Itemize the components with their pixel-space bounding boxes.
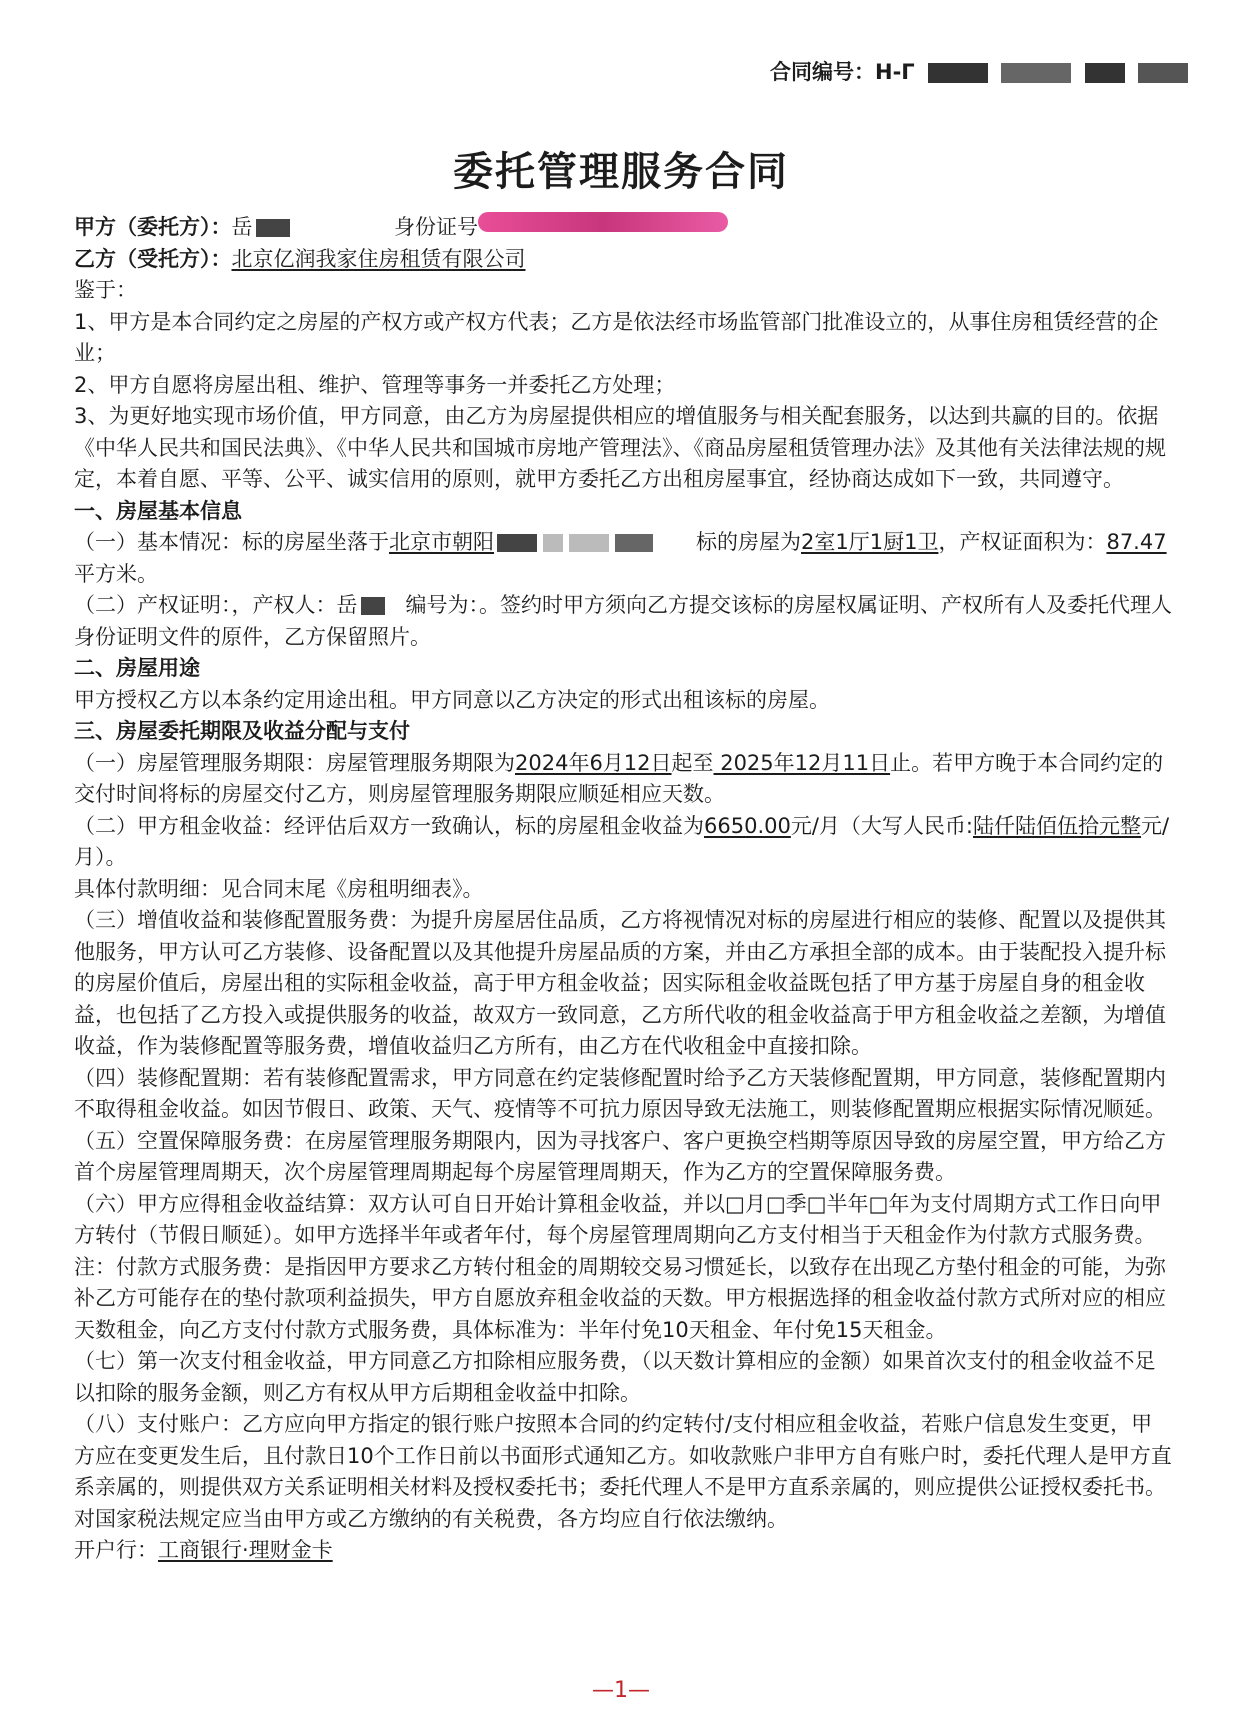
term-mid: 起至	[671, 750, 714, 775]
section-2-text: 甲方授权乙方以本条约定用途出租。甲方同意以乙方决定的形式出租该标的房屋。	[74, 687, 830, 712]
party-a-row	[74, 212, 1172, 244]
section-1-heading: 一、房屋基本信息	[74, 498, 242, 523]
area-unit: 平方米。	[74, 561, 158, 586]
title-owner: 岳	[336, 593, 358, 617]
bank-line	[74, 1535, 1172, 1567]
whereas-item-2: 2、甲方自愿将房屋出租、维护、管理等事务一并委托乙方处理；	[74, 372, 676, 397]
rent-paragraph	[74, 811, 1172, 874]
term-prefix: （一）房屋管理服务期限：房屋管理服务期限为	[74, 750, 515, 775]
contract-body	[74, 212, 1172, 1567]
rent-prefix: （二）甲方租金收益：经评估后双方一致确认，标的房屋租金收益为	[74, 813, 704, 838]
redaction-mark	[1138, 63, 1188, 83]
renovation-paragraph: （四）装修配置期：若有装修配置需求，甲方同意在约定装修配置时给予乙方天装修配置期，甲方同意，装修配置期内不取得租金收益。如因节假日、政策、天气、疫情等不可抗力原因导致无法施工，则装修配置期应根据实际情况顺延。	[74, 1065, 1166, 1121]
term-start-date: 2024年6月12日	[515, 750, 672, 775]
redaction-mark	[497, 534, 537, 552]
section-2-heading: 二、房屋用途	[74, 656, 200, 680]
basic-info-prefix: （一）基本情况：标的房屋坐落于	[74, 530, 389, 554]
title-certificate-paragraph	[74, 590, 1172, 653]
basic-info-paragraph	[74, 527, 1172, 590]
payment-detail: 具体付款明细：见合同末尾《房租明细表》。	[74, 876, 484, 901]
first-payment-paragraph: （七）第一次支付租金收益，甲方同意乙方扣除相应服务费，（以天数计算相应的金额）如果首次支付的租金收益不足以扣除的服务金额，则乙方有权从甲方后期租金收益中扣除。	[74, 1349, 1156, 1405]
property-location: 北京市朝阳	[389, 530, 494, 554]
title-rest: 编号为：。签约时甲方须向乙方提交该标的房屋权属证明、产权所有人及委托代理人身份证明文件的原件，乙方保留照片。	[74, 593, 1172, 649]
contract-number-label: 合同编号：H-Γ	[770, 60, 915, 84]
rent-mid: 元/月（大写人民币:	[790, 813, 973, 838]
whereas-item-3: 3、为更好地实现市场价值，甲方同意，由乙方为房屋提供相应的增值服务与相关配套服务，以达到共赢的目的。依据《中华人民共和国民法典》、《中华人民共和国城市房地产管理法》、《商品房屋租赁管理办法》及其他有关法律法规的规定，本着自愿、平等、公平、诚实信用的原则，就甲方委托乙方出租房屋事宜，经协商达成如下一致，共同遵守。	[74, 404, 1166, 491]
party-b-name: 北京亿润我家住房租赁有限公司	[231, 246, 526, 271]
page-number: —1—	[592, 1678, 650, 1703]
rent-suffix: 元/月）。	[74, 813, 1170, 869]
id-label: 身份证号	[394, 215, 478, 239]
redaction-mark	[1085, 63, 1125, 83]
bank-name: 工商银行·理财金卡	[158, 1538, 333, 1562]
party-a-label: 甲方（委托方）：	[74, 215, 232, 239]
area-prefix: ，产权证面积为：	[938, 530, 1107, 554]
redaction-mark	[928, 63, 988, 83]
term-rest: 止。若甲方晚于本合同约定的交付时间将标的房屋交付乙方，则房屋管理服务期限应顺延相应天数。	[74, 750, 1164, 806]
document-title: 委托管理服务合同	[453, 149, 789, 195]
term-end-date: 2025年12月11日	[713, 750, 891, 775]
basic-info-mid: 标的房屋为	[696, 530, 801, 554]
account-paragraph: （八）支付账户：乙方应向甲方指定的银行账户按照本合同的约定转付/支付相应租金收益，若账户信息发生变更，甲方应在变更发生后，且付款日10个工作日前以书面形式通知乙方。如收款账户非甲方自有账户时，委托代理人是甲方直系亲属的，则提供双方关系证明相关材料及授权委托书；委托代理人不是甲方直系亲属的，则应提供公证授权委托书。对国家税法规定应当由甲方或乙方缴纳的有关税费，各方均应自行依法缴纳。	[74, 1412, 1172, 1531]
redaction-mark	[543, 534, 563, 552]
section-3-heading: 三、房屋委托期限及收益分配与支付	[74, 719, 410, 743]
party-a-name: 岳	[231, 215, 253, 239]
redaction-mark	[569, 534, 609, 552]
property-area: 87.47	[1106, 530, 1167, 554]
note-paragraph: 注：付款方式服务费：是指因甲方要求乙方转付租金的周期较交易习惯延长，以致存在出现乙方垫付租金的可能，为弥补乙方可能存在的垫付款项利益损失，甲方自愿放弃租金收益的天数。甲方根据选择的租金收益付款方式所对应的相应天数租金，向乙方支付付款方式服务费，具体标准为：半年付免10天租金、年付免15天租金。	[74, 1254, 1166, 1342]
settlement-paragraph: （六）甲方应得租金收益结算：双方认可自日开始计算租金收益，并以□月□季□半年□年为支付周期方式工作日向甲方转付（节假日顺延）。如甲方选择半年或者年付，每个房屋管理周期向乙方支付相当于天租金作为付款方式服务费。	[74, 1191, 1162, 1247]
redaction-mark	[615, 534, 653, 552]
party-b-label: 乙方（受托方）：	[74, 246, 232, 271]
party-b-row	[74, 244, 1172, 276]
term-paragraph	[74, 748, 1172, 811]
id-redaction-scribble	[478, 212, 728, 232]
whereas-heading: 鉴于：	[74, 278, 137, 302]
title-prefix: （二）产权证明：，产权人：	[74, 593, 337, 617]
value-added-paragraph: （三）增值收益和装修配置服务费：为提升房屋居住品质，乙方将视情况对标的房屋进行相应的装修、配置以及提供其他服务，甲方认可乙方装修、设备配置以及其他提升房屋品质的方案，并由乙方承担全部的成本。由于装配投入提升标的房屋价值后，房屋出租的实际租金收益，高于甲方租金收益；因实际租金收益既包括了甲方基于房屋自身的租金收益，也包括了乙方投入或提供服务的收益，故双方一致同意，乙方所代收的租金收益高于甲方租金收益之差额，为增值收益，作为装修配置等服务费，增值收益归乙方所有，由乙方在代收租金中直接扣除。	[74, 908, 1166, 1058]
redaction-mark	[361, 597, 385, 615]
vacancy-paragraph: （五）空置保障服务费：在房屋管理服务期限内，因为寻找客户、客户更换空档期等原因导致的房屋空置，甲方给乙方首个房屋管理周期天，次个房屋管理周期起每个房屋管理周期天，作为乙方的空置保障服务费。	[74, 1128, 1166, 1184]
rent-amount: 6650.00	[704, 813, 791, 838]
whereas-item-1: 1、甲方是本合同约定之房屋的产权方或产权方代表；乙方是依法经市场监管部门批准设立的，从事住房租赁经营的企业；	[74, 309, 1159, 365]
contract-number	[770, 56, 1188, 86]
bank-label: 开户行：	[74, 1538, 158, 1562]
redaction-mark	[1001, 63, 1071, 83]
redaction-mark	[256, 219, 290, 237]
property-layout: 2室1厅1厨1卫	[801, 530, 939, 554]
rent-amount-words: 陆仟陆佰伍拾元整	[973, 813, 1141, 838]
